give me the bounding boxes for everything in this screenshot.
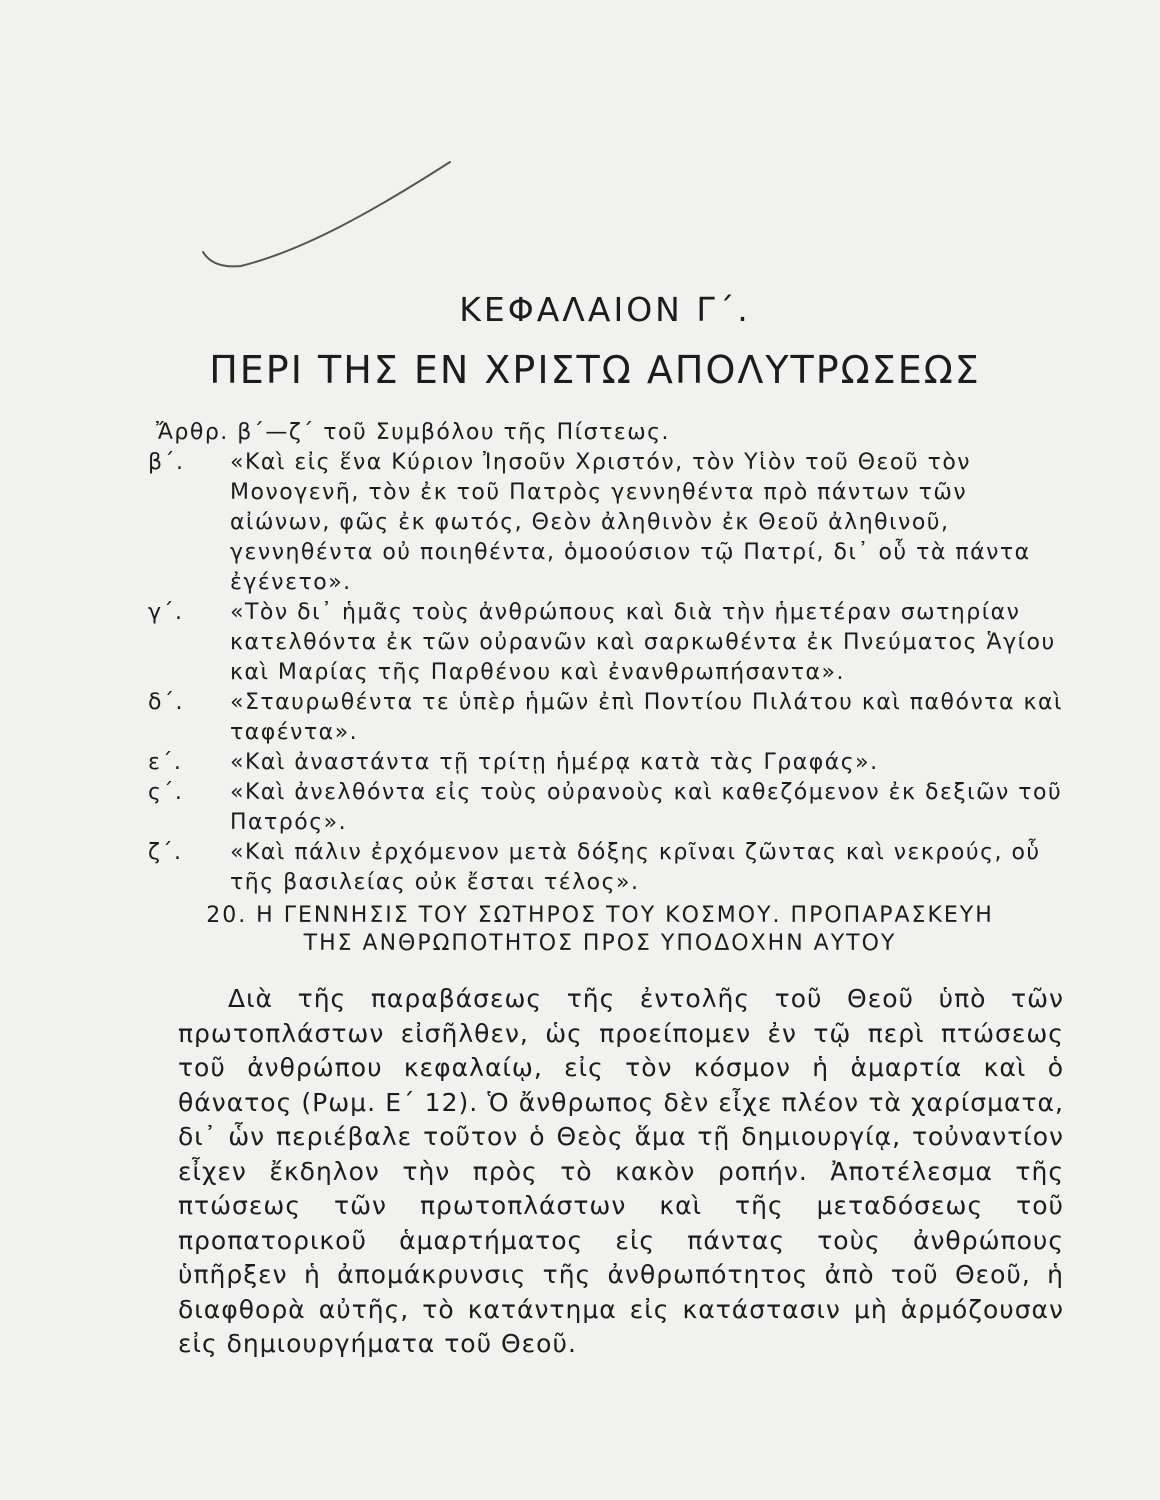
section-heading-line-2: ΤΗΣ ΑΝΘΡΩΠΟΤΗΤΟΣ ΠΡΟΣ ΥΠΟΔΟΧΗΝ ΑΥΤΟΥ [303, 931, 897, 956]
chapter-title: ΠΕΡΙ ΤΗΣ ΕΝ ΧΡΙΣΤΩ ΑΠΟΛΥΤΡΩΣΕΩΣ [209, 348, 981, 392]
article-text: «Σταυρωθέντα τε ὑπὲρ ἡμῶν ἐπὶ Ποντίου Πιλάτου καὶ παθόντα καὶ ταφέντα». [230, 690, 1063, 745]
article-text: «Καὶ εἰς ἕνα Κύριον Ἰησοῦν Χριστόν, τὸν Υἱὸν τοῦ Θεοῦ τὸν Μονογενῆ, τὸν ἐκ τοῦ Πατρὸς γεννηθέντα πρὸ πάντων τῶν αἰώνων, φῶς ἐκ φωτός, Θεὸν ἀληθινὸν ἐκ Θεοῦ ἀληθινοῦ, γεννηθέντα οὐ ποιηθέντα, ὁμοούσιον τῷ Πατρί, δι᾿ οὗ τὰ πάντα ἐγένετο». [230, 450, 1031, 595]
creed-intro: Ἄρθρ. β΄—ζ΄ τοῦ Συμβόλου τῆς Πίστεως. [156, 420, 671, 445]
article-text: «Καὶ πάλιν ἐρχόμενον μετὰ δόξης κρῖναι ζῶντας καὶ νεκρούς, οὗ τῆς βασιλείας οὐκ ἔσται τέλος». [230, 840, 1041, 895]
creed-article [148, 688, 1068, 748]
creed-article [148, 598, 1068, 688]
article-text: «Τὸν δι᾿ ἡμᾶς τοὺς ἀνθρώπους καὶ διὰ τὴν ἡμετέραν σωτηρίαν κατελθόντα ἐκ τῶν οὐρανῶν καὶ σαρκωθέντα ἐκ Πνεύματος Ἁγίου καὶ Μαρίας τῆς Παρθένου καὶ ἐνανθρωπήσαντα». [230, 600, 1056, 685]
section-heading-line-1: 20. Η ΓΕΝΝΗΣΙΣ ΤΟΥ ΣΩΤΗΡΟΣ ΤΟΥ ΚΟΣΜΟΥ. ΠΡΟΠΑΡΑΣΚΕΥΗ [206, 903, 994, 928]
creed-article [148, 748, 1068, 778]
creed-article [148, 778, 1068, 838]
pencil-check-mark [195, 150, 455, 280]
article-text: «Καὶ ἀναστάντα τῇ τρίτῃ ἡμέρᾳ κατὰ τὰς Γραφάς». [230, 750, 879, 775]
section-body-paragraph: Διὰ τῆς παραβάσεως τῆς ἐντολῆς τοῦ Θεοῦ ὑπὸ τῶν πρωτοπλάστων εἰσῆλθεν, ὡς προείπομεν ἐν τῷ περὶ πτώσεως τοῦ ἀνθρώπου κεφαλαίῳ, εἰς τὸν κόσμον ἡ ἁμαρτία καὶ ὁ θάνατος (Ρωμ. Ε΄ 12). Ὁ ἄνθρωπος δὲν εἶχε πλέον τὰ χαρίσματα, δι᾿ ὧν περιέβαλε τοῦτον ὁ Θεὸς ἅμα τῇ δημιουργίᾳ, τοὐναντίον εἶχεν ἔκδηλον τὴν πρὸς τὸ κακὸν ροπήν. Ἀποτέλεσμα τῆς πτώσεως τῶν πρωτοπλάστων καὶ τῆς μεταδόσεως τοῦ προπατορικοῦ ἁμαρτήματος εἰς πάντας τοὺς ἀνθρώπους ὑπῆρξεν ἡ ἀπομάκρυνσις τῆς ἀνθρωπότητος ἀπὸ τοῦ Θεοῦ, ἡ διαφθορὰ αὐτῆς, τὸ κατάντημα εἰς κατάστασιν μὴ ἁρμόζουσαν εἰς δημιουργήματα τοῦ Θεοῦ. [178, 984, 1064, 1358]
article-number: δ΄. [148, 690, 184, 715]
creed-articles [148, 418, 1068, 898]
article-number: ς΄. [148, 780, 184, 805]
article-number: β΄. [148, 450, 185, 475]
article-number: ε΄. [148, 750, 183, 775]
chapter-label: ΚΕΦΑΛΑΙΟΝ Γ΄. [459, 290, 751, 329]
creed-article [148, 448, 1068, 598]
creed-article [148, 838, 1068, 898]
section-heading [150, 902, 1050, 958]
article-number: γ΄. [148, 600, 184, 625]
article-text: «Καὶ ἀνελθόντα εἰς τοὺς οὐρανοὺς καὶ καθεζόμενον ἐκ δεξιῶν τοῦ Πατρός». [230, 780, 1063, 835]
article-number: ζ΄. [148, 840, 183, 865]
